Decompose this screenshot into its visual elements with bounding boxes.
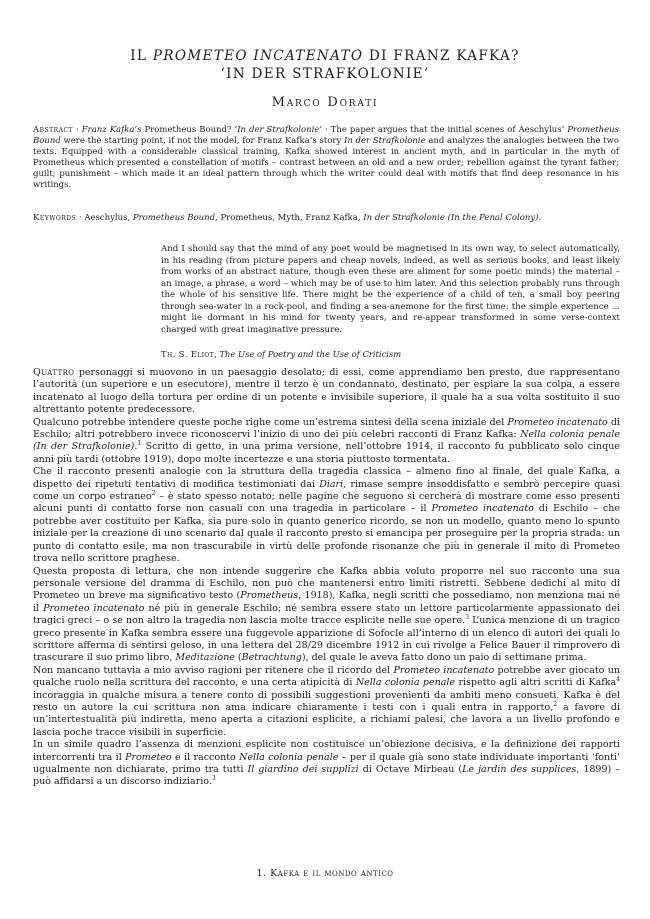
section-heading: 1. Kafka e il mondo antico — [256, 868, 394, 879]
abstract: Abstract · Franz Kafka’s Prometheus Bound? ‘In der Strafkolonie’ · The paper argues that the initial scenes of Aeschylus’ Prometheus Bound were the starting point, if not the model, for Franz Kafka’s story In der Strafkolonie and analyzes the analogies between the two texts. Equipped with a considerable classical training, Kafka showed interest in ancient myth, and in particular in the myth of Prometheus which presented a constellation of motifs – contrast between an old and a new order; rebellion against the tyrant father; guilt; punishment – which made it an ideal pattern through which the writer could deal with motifs that find deep resonance in his writings. — [33, 125, 619, 191]
footnote-ref[interactable]: 3 — [465, 613, 469, 621]
paragraph: Quattro personaggi si muovono in un paesaggio desolato; di essi, come apprendiamo ben presto, due rappresentano l’autorità (un superiore e un esecutore), mentre il terzo è un condannato, destinato, per espiare la sua colpa, a essere incatenato al luogo della tortura per ordine di un potente e invisibile superiore, il quale ha a sua volta sostituito il suo altrettanto potente predecessore. — [33, 367, 620, 416]
footnote-ref[interactable]: 2 — [553, 700, 558, 708]
title-line-1: IL PROMETEO INCATENATO DI FRANZ KAFKA? — [130, 48, 520, 64]
epigraph-quote: And I should say that the mind of any poet would be magnetised in its own way, to select automatically, in his reading (from picture papers and cheap novels, indeed, as well as serious books, and least likely from works of an abstract nature, though even these are aliment for some poetic minds) the material – an image, a phrase, a word – which may be of use to him later. And this selection probably runs through the whole of his sensitive life. There might be the experience of a child of ten, a small boy peering through sea-water in a rock-pool, and finding a sea-anemone for the first time: the simple experience ... might lie dormant in his mind for twenty years, and re-appear transformed in some verse-context charged with great imaginative pressure. — [161, 244, 620, 335]
keywords-label: Keywords — [33, 213, 77, 223]
footnote-ref[interactable]: 4 — [616, 676, 620, 683]
paragraph: Questa proposta di lettura, che non intende suggerire che Kafka abbia voluto proporre nel suo racconto una sua personale versione del dramma di Eschilo, non può che mantenersi entro limiti ristretti. Sebbene dedichi al mito di Prometeo un breve ma significativo testo (Prometheus, 1918), Kafka, negli scritti che possediamo, non menziona mai né il Prometeo incatenato né più in generale Eschilo; né sembra essere stato un lettore particolarmente appassionato dei tragici greci – o se non altro la tragedia non lascia molte tracce esplicite nelle sue opere.$^3$ L’unica menzione di un tragico greco presente in Kafka sembra essere una fuggevole apparizione di Sofocle all’interno di un elenco di autori dei quali lo scrittore afferma di sentirsi geloso, in una lettera del 28/29 dicembre 1912 in cui rivolge a Felice Bauer il rimprovero di trascurare il suo primo libro, Meditazione (Betrachtung), del quale le aveva fatto dono un paio di settimane prima. — [33, 565, 621, 664]
article-title — [0, 47, 650, 83]
body-text — [33, 367, 620, 789]
paragraph: Che il racconto presenti analogie con la struttura della tragedia classica – almeno fino al finale, del quale Kafka, a dispetto dei ripetuti tentativi di modifica testimoniati dai Diari, rimase sempre insoddisfatto e sembrò percepire quasi come un corpo estraneo$^2$ – è stato spesso notato; nelle pagine che seguono si cercherà di mostrare come esso presenti alcuni punti di contatto forse non casuali con una tragedia in particolare – il Prometeo incatenato di Eschilo – che potrebbe aver costituito per Kafka, sia pure solo in quanto generico ricordo, se non un modello, quanto meno lo spunto iniziale per la creazione di uno scenario dal quale il racconto presto si emancipa per proseguire per la propria strada: un punto di contatto esile, ma non trascurabile in virtù delle profonde risonanze che più in generale il mito di Prometeo trova nello scrittore praghese. — [33, 466, 620, 565]
paragraph: Non mancano tuttavia a mio avviso ragioni per ritenere che il ricordo del Prometeo incatenato potrebbe aver giocato un qualche ruolo nella scrittura del racconto, e una certa atipicità di Nella colonia penale rispetto agli altri scritti di Kafka$^4$ incoraggia in qualche misura a tenere conto di possibili suggestioni provenienti da ambiti meno consueti. Kafka è del resto un autore la cui scrittura non ama indicare chiaramente i testi con i quali entra in rapporto,$^2$ a favore di un’intertestualità più indiretta, meno aperta a citazioni esplicite, a richiami palesi, che lavora a un livello profondo e lascia poche tracce visibili in superficie. — [33, 664, 620, 738]
paragraph: In un simile quadro l’assenza di menzioni esplicite non costituisce un’obiezione decisiva, e la definizione dei rapporti intercorrenti tra il Prometeo e il racconto Nella colonia penale – per il quale già sono state individuate importanti ‘fonti’ ugualmente non dichiarate, primo tra tutti Il giardino dei supplizi di Octave Mirbeau (Le jardin des supplices, 1899) – può affidarsi a un discorso indiziario.$^3$ — [33, 739, 621, 788]
footnote-ref[interactable]: 2 — [151, 489, 156, 497]
keywords: Keywords · Aeschylus, Prometheus Bound, Prometheus, Myth, Franz Kafka, In der Strafkolonie (In the Penal Colony). — [33, 213, 542, 223]
author-name: Marco Dorati — [271, 95, 379, 110]
paragraph: Qualcuno potrebbe intendere queste poche righe come un’estrema sintesi della scena iniziale del Prometeo incatenato di Eschilo; altri potrebbero invece riconoscervi l’inizio di uno dei più celebri racconti di Franz Kafka: Nella colonia penale (In der Strafkolonie).$^1$ Scritto di getto, in una prima versione, nell’ottobre 1914, il racconto fu pubblicato solo cinque anni più tardi (ottobre 1919), dopo molte incertezze e una storia piuttosto tormentata. — [33, 416, 620, 465]
footnote-ref[interactable]: 1 — [137, 440, 142, 448]
footnote-ref[interactable]: 3 — [211, 775, 216, 783]
abstract-label: Abstract — [33, 125, 74, 135]
epigraph-source: Th. S. Eliot, The Use of Poetry and the Use of Criticism — [161, 349, 402, 359]
title-line-2: ‘IN DER STRAFKOLONIE’ — [220, 66, 430, 82]
